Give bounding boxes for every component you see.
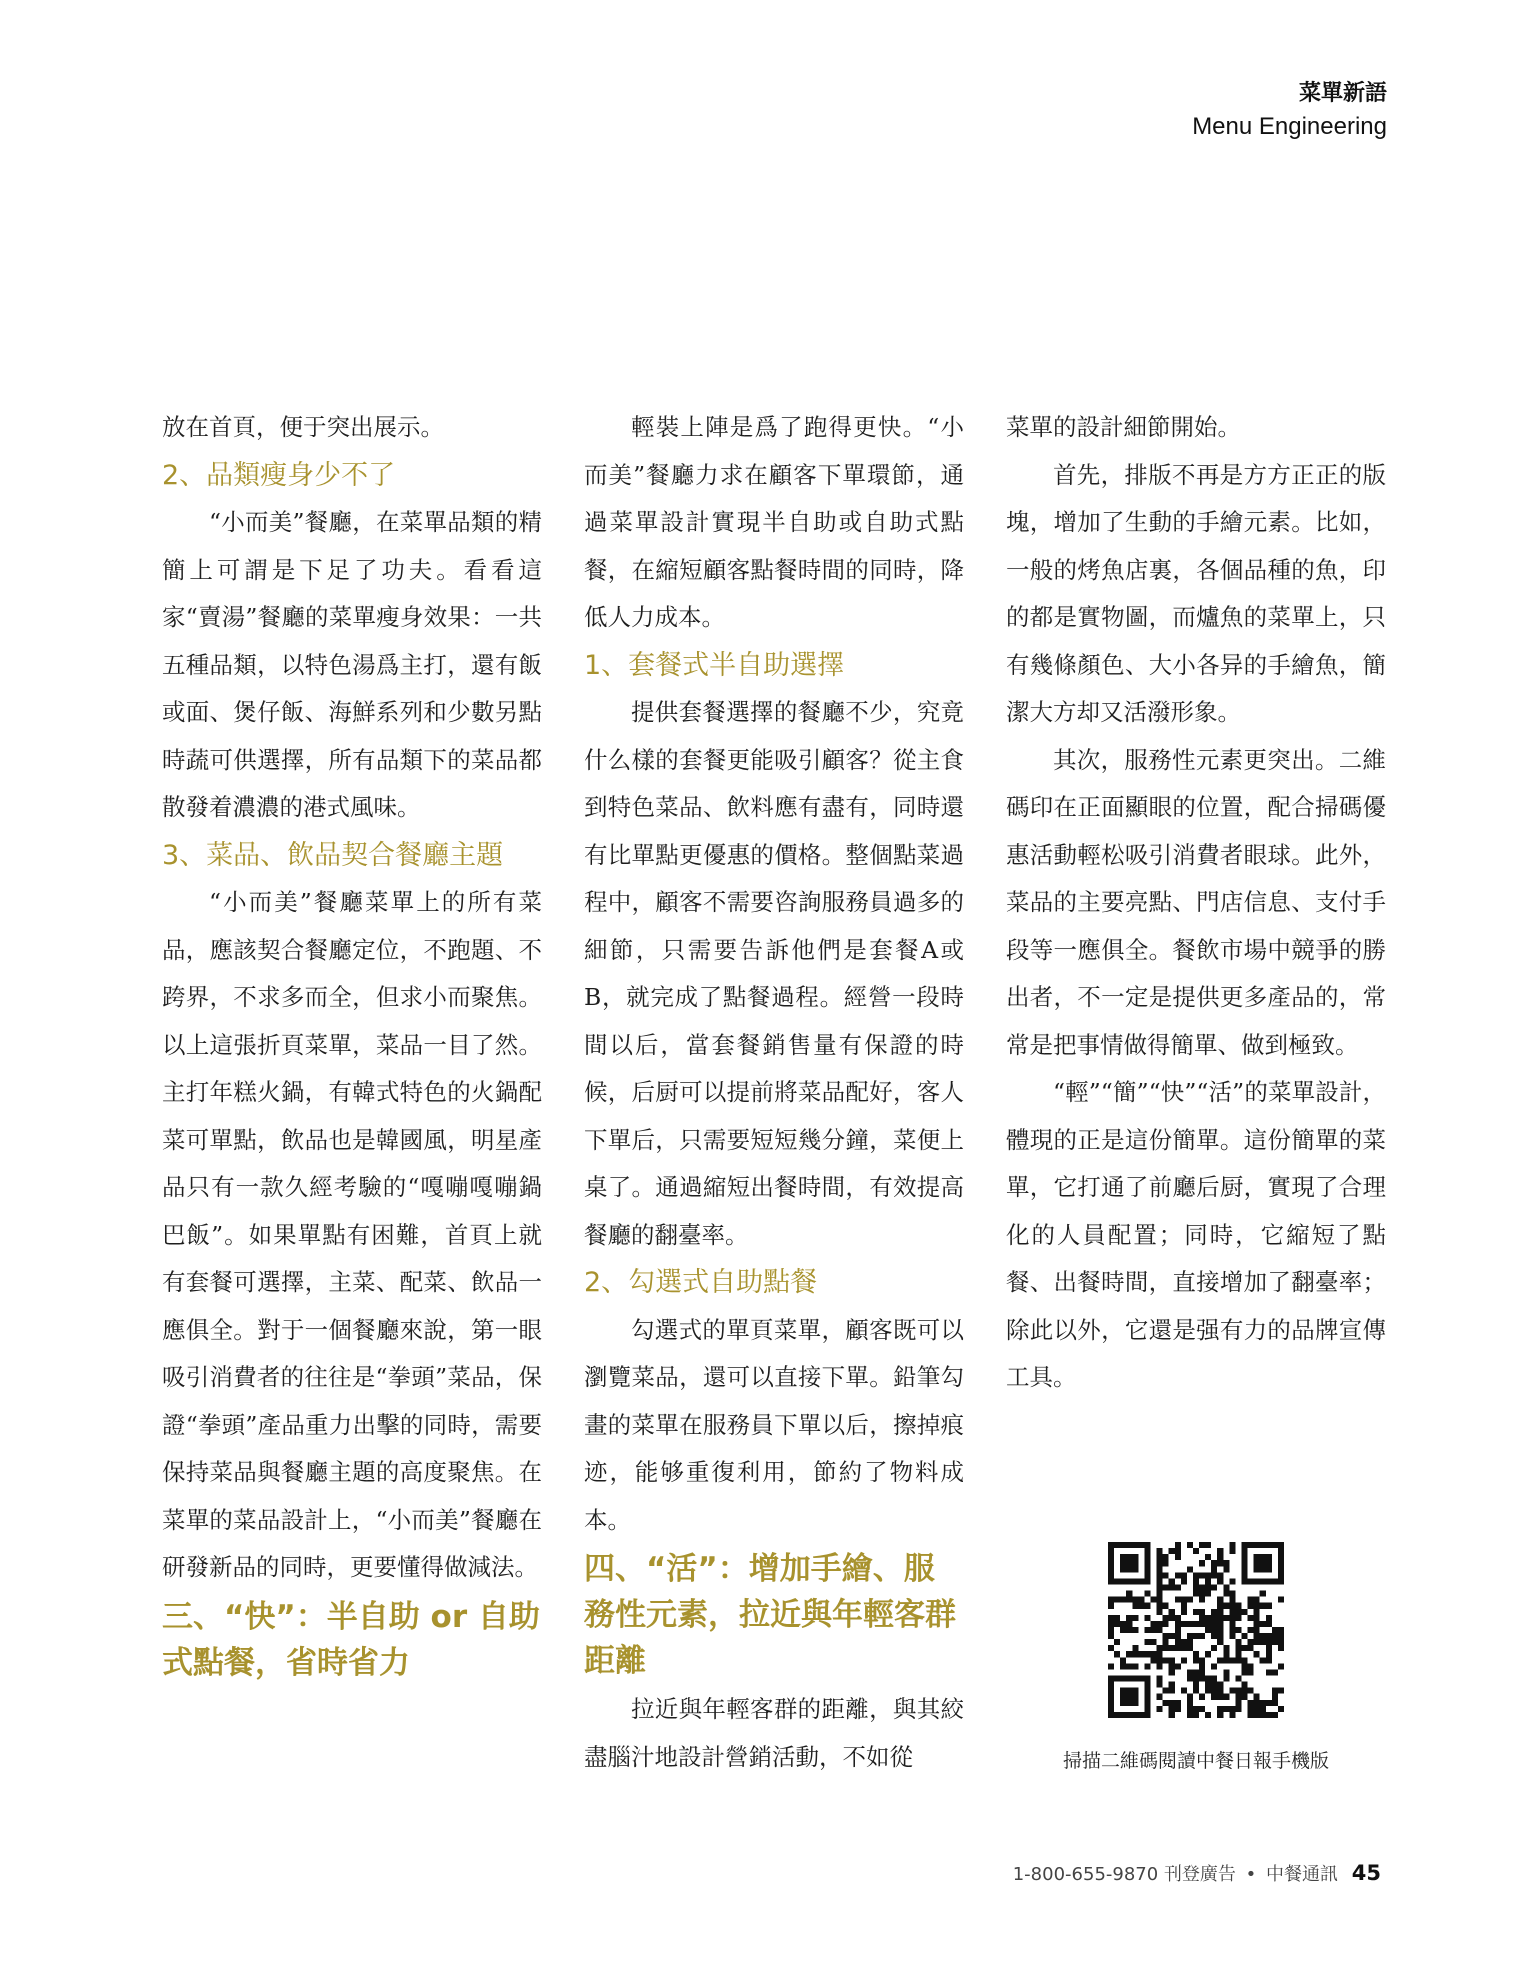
paragraph: 拉近與年輕客群的距離，與其絞盡腦汁地設計營銷活動，不如從 — [584, 1695, 964, 1771]
paragraph: 首先，排版不再是方方正正的版塊，增加了生動的手繪元素。比如，一般的烤魚店裏，各個品種的魚，印的都是實物圖，而爐魚的菜單上，只有幾條顏色、大小各异的手繪魚，簡潔大方却又活潑形象。 — [1006, 460, 1386, 726]
footer-ad-label: 刊登廣告 — [1163, 1864, 1236, 1885]
page-number: 45 — [1351, 1861, 1381, 1885]
column-2 — [584, 404, 964, 1781]
paragraph: 勾選式的單頁菜單，顧客既可以瀏覽菜品，還可以直接下單。鉛筆勾畫的菜單在服務員下單以后，擦掉痕迹，能够重復利用，節約了物料成本。 — [584, 1315, 964, 1534]
footer-phone: 1-800-655-9870 — [1012, 1864, 1159, 1885]
paragraph: 提供套餐選擇的餐廳不少，究竟什么樣的套餐更能吸引顧客？從主食到特色菜品、飲料應有盡有，同時還有比單點更優惠的價格。整個點菜過程中，顧客不需要咨詢服務員過多的細節，只需要告訴他們是套餐A或B，就完成了點餐過程。經營一段時間以后，當套餐銷售量有保證的時候，后厨可以提前將菜品配好，客人下單后，只需要短短幾分鐘，菜便上桌了。通過縮短出餐時間，有效提高餐廳的翻臺率。 — [584, 698, 964, 1249]
page-header — [1192, 78, 1387, 144]
footer-dot: • — [1245, 1864, 1257, 1885]
subheading: 1、套餐式半自助選擇 — [584, 649, 845, 681]
subheading: 2、品類瘦身少不了 — [162, 459, 396, 491]
subheading: 2、勾選式自助點餐 — [584, 1267, 818, 1298]
section-heading: 三、“快”：半自助 or 自助式點餐，省時省力 — [162, 1598, 540, 1681]
subheading: 3、菜品、飲品契合餐廳主題 — [162, 839, 504, 871]
paragraph: 菜單的設計細節開始。 — [1006, 413, 1241, 441]
footer-publication: 中餐通訊 — [1266, 1864, 1339, 1885]
paragraph: 輕裝上陣是爲了跑得更快。“小而美”餐廳力求在顧客下單環節，通過菜單設計實現半自助或自助式點餐，在縮短顧客點餐時間的同時，降低人力成本。 — [584, 413, 964, 631]
paragraph: 放在首頁，便于突出展示。 — [162, 413, 444, 441]
paragraph: 其次，服務性元素更突出。二維碼印在正面顯眼的位置，配合掃碼優惠活動輕松吸引消費者眼球。此外，菜品的主要亮點、門店信息、支付手段等一應俱全。餐飲市場中競爭的勝出者，不一定是提供更多產品的，常常是把事情做得簡單、做到極致。 — [1006, 745, 1386, 1059]
paragraph: “輕”“簡”“快”“活”的菜單設計，體現的正是這份簡單。這份簡單的菜單，它打通了前廳后厨，實現了合理化的人員配置；同時，它縮短了點餐、出餐時間，直接增加了翻臺率；除此以外，它還是强有力的品牌宣傳工具。 — [1006, 1078, 1386, 1391]
page-footer — [1013, 1860, 1381, 1886]
column-3 — [1006, 404, 1386, 1402]
qr-code — [1108, 1542, 1284, 1718]
column-1 — [162, 404, 542, 1688]
section-title-zh: 菜單新語 — [1298, 81, 1387, 106]
section-heading: 四、“活”：增加手繪、服務性元素，拉近與年輕客群距離 — [584, 1551, 956, 1679]
paragraph: “小而美”餐廳，在菜單品類的精簡上可謂是下足了功夫。看看這家“賣湯”餐廳的菜單瘦身效果：一共五種品類，以特色湯爲主打，還有飯或面、煲仔飯、海鮮系列和少數另點時蔬可供選擇，所有品類下的菜品都散發着濃濃的港式風味。 — [162, 508, 542, 821]
qr-caption: 掃描二維碼閱讀中餐日報手機版 — [1062, 1750, 1329, 1772]
section-title-en: Menu Engineering — [1192, 113, 1387, 140]
paragraph: “小而美”餐廳菜單上的所有菜品，應該契合餐廳定位，不跑題、不跨界，不求多而全，但求小而聚焦。以上這張折頁菜單，菜品一目了然。主打年糕火鍋，有韓式特色的火鍋配菜可單點，飲品也是韓國風，明星產品只有一款久經考驗的“嘎嘣嘎嘣鍋巴飯”。如果單點有困難，首頁上就有套餐可選擇，主菜、配菜、飲品一應俱全。對于一個餐廳來說，第一眼吸引消費者的往往是“拳頭”菜品，保證“拳頭”產品重力出擊的同時，需要保持菜品與餐廳主題的高度聚焦。在菜單的菜品設計上，“小而美”餐廳在研發新品的同時，更要懂得做減法。 — [162, 888, 542, 1581]
